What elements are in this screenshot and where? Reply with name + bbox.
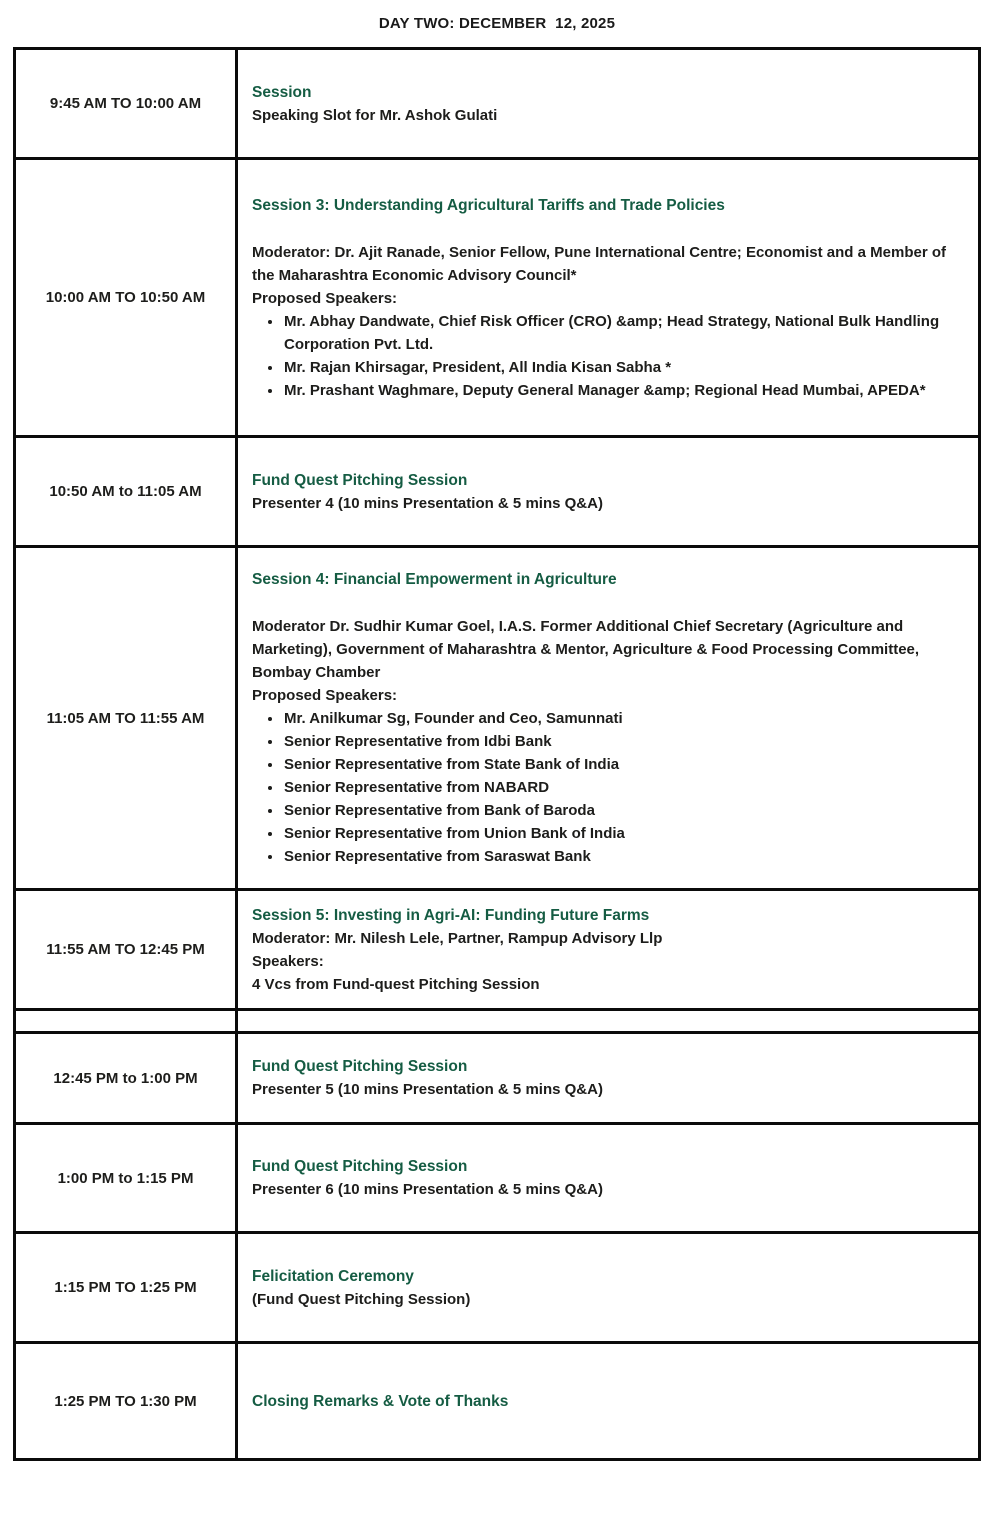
schedule-row-closing <box>16 1344 978 1458</box>
proposed-speakers-label: Proposed Speakers: <box>252 687 398 704</box>
session-title: Session 5: Investing in Agri-AI: Funding Future Farms <box>252 906 650 924</box>
agenda-table <box>13 47 981 1461</box>
page-title: DAY TWO: DECEMBER 12, 2025 <box>378 15 616 32</box>
session-details <box>238 1234 978 1341</box>
speakers-label: Speakers: <box>252 952 324 970</box>
session-title: Session 4: Financial Empowerment in Agriculture <box>252 571 617 588</box>
session-details <box>238 438 978 545</box>
moderator-text: Moderator: Mr. Nilesh Lele, Partner, Rampup Advisory Llp <box>252 929 663 947</box>
schedule-row-felicitation <box>16 1234 978 1344</box>
speaker-list <box>252 310 948 402</box>
speaker-item: • Mr. Rajan Khirsagar, President, All India Kisan Sabha * <box>283 356 948 379</box>
session-details <box>238 891 978 1008</box>
time-slot: 11:05 AM TO 11:55 AM <box>16 548 238 888</box>
session-title: Fund Quest Pitching Session <box>252 1058 468 1075</box>
session-title: Session 3: Understanding Agricultural Tariffs and Trade Policies <box>252 196 725 214</box>
schedule-row-fundquest5 <box>16 1034 978 1125</box>
schedule-row-session3 <box>16 160 978 438</box>
session-details <box>238 1125 978 1231</box>
session-details <box>238 1344 978 1458</box>
speaker-item: • Mr. Prashant Waghmare, Deputy General Manager &amp; Regional Head Mumbai, APEDA* <box>283 379 948 402</box>
session-details <box>238 548 978 888</box>
session-title: Felicitation Ceremony <box>252 1267 414 1285</box>
speaker-item: • Mr. Abhay Dandwate, Chief Risk Officer (CRO) &amp; Head Strategy, National Bulk Handling Corporation Pvt. Ltd. <box>283 310 948 356</box>
schedule-row-fundquest4 <box>16 438 978 548</box>
session-title: Session <box>252 83 312 101</box>
time-slot: 1:00 PM to 1:15 PM <box>16 1125 238 1231</box>
session-text: Speaking Slot for Mr. Ashok Gulati <box>252 106 498 124</box>
speaker-item: • Senior Representative from Bank of Baroda <box>283 799 948 822</box>
session-details <box>238 1034 978 1122</box>
time-slot: 10:50 AM to 11:05 AM <box>16 438 238 545</box>
session-text: Presenter 5 (10 mins Presentation & 5 mins Q&A) <box>252 1081 603 1098</box>
moderator-text: Moderator Dr. Sudhir Kumar Goel, I.A.S. Former Additional Chief Secretary (Agriculture and Marketing), Government of Maharashtra & Mentor, Agriculture & Food Processing Committee, Bombay Chamber <box>252 618 920 681</box>
session-text: Presenter 4 (10 mins Presentation & 5 mins Q&A) <box>252 494 603 512</box>
session-title: Closing Remarks & Vote of Thanks <box>252 1392 509 1410</box>
schedule-row-945am <box>16 50 978 160</box>
empty-time-cell <box>16 1011 238 1031</box>
speaker-item: • Mr. Anilkumar Sg, Founder and Ceo, Samunnati <box>283 707 948 730</box>
session-details <box>238 50 978 157</box>
speaker-item: • Senior Representative from State Bank of India <box>283 753 948 776</box>
time-slot: 1:15 PM TO 1:25 PM <box>16 1234 238 1341</box>
moderator-text: Moderator: Dr. Ajit Ranade, Senior Fellow, Pune International Centre; Economist and a Member of the Maharashtra Economic Advisory Council* <box>252 243 946 284</box>
time-slot: 12:45 PM to 1:00 PM <box>16 1034 238 1122</box>
schedule-row-fundquest6 <box>16 1125 978 1234</box>
speaker-item: • Senior Representative from Idbi Bank <box>283 730 948 753</box>
session-title: Fund Quest Pitching Session <box>252 1158 468 1175</box>
speaker-item: • Senior Representative from NABARD <box>283 776 948 799</box>
spacer <box>252 591 948 615</box>
time-slot: 10:00 AM TO 10:50 AM <box>16 160 238 435</box>
speaker-item: • Senior Representative from Union Bank of India <box>283 822 948 845</box>
spacer <box>252 217 948 241</box>
speaker-item: • Senior Representative from Saraswat Bank <box>283 845 948 868</box>
session-text: (Fund Quest Pitching Session) <box>252 1290 471 1308</box>
time-slot: 1:25 PM TO 1:30 PM <box>16 1344 238 1458</box>
empty-content-cell <box>238 1011 978 1031</box>
proposed-speakers-label: Proposed Speakers: <box>252 289 398 307</box>
separator-row <box>16 1011 978 1034</box>
session-title: Fund Quest Pitching Session <box>252 471 468 489</box>
schedule-row-session4 <box>16 548 978 891</box>
time-slot: 11:55 AM TO 12:45 PM <box>16 891 238 1008</box>
time-slot: 9:45 AM TO 10:00 AM <box>16 50 238 157</box>
schedule-row-session5 <box>16 891 978 1011</box>
speaker-list <box>252 707 948 868</box>
session-text: 4 Vcs from Fund-quest Pitching Session <box>252 975 540 993</box>
session-details <box>238 160 978 435</box>
session-text: Presenter 6 (10 mins Presentation & 5 mins Q&A) <box>252 1181 603 1198</box>
